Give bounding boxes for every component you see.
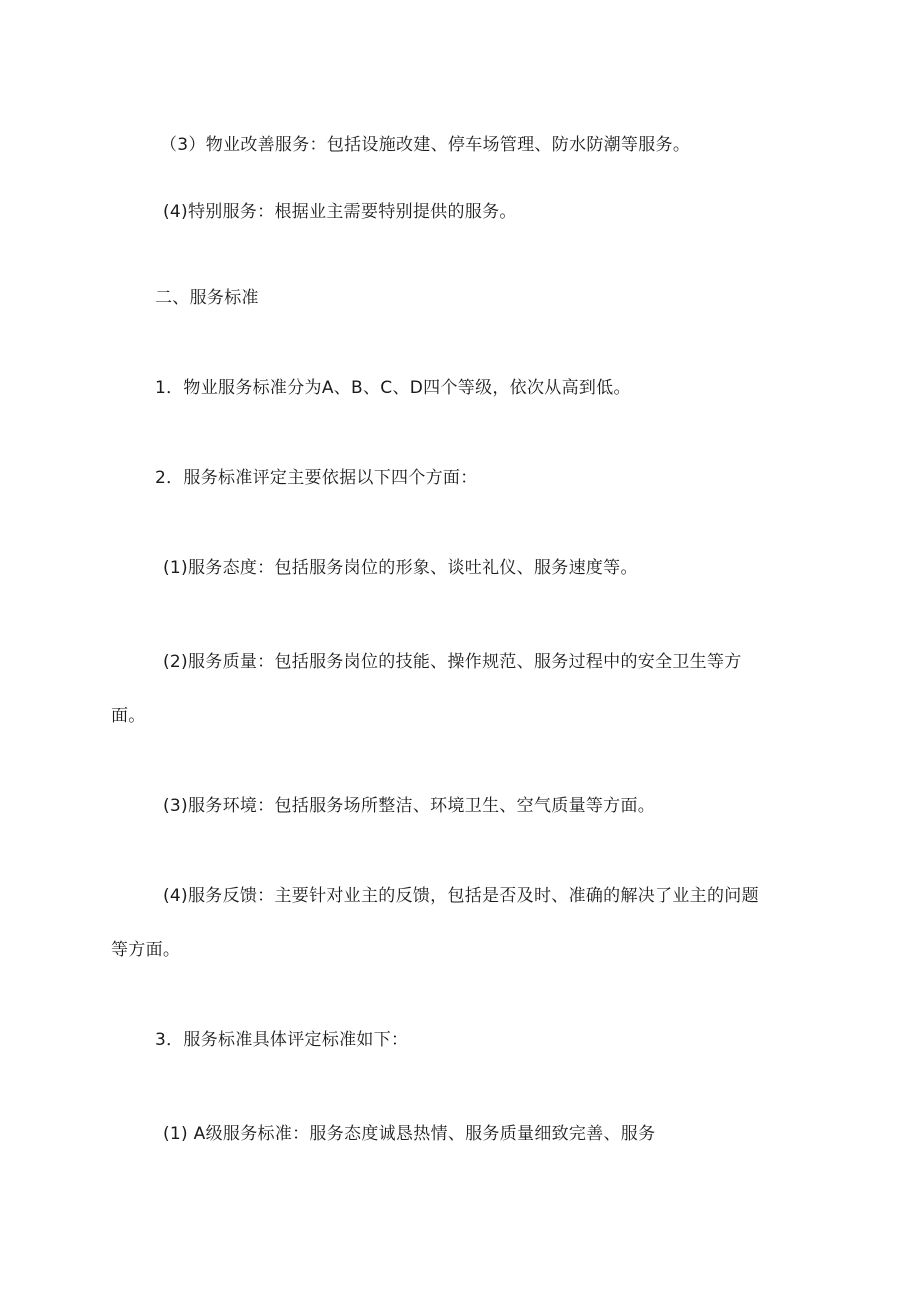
paragraph-service-feedback-line1: (4)服务反馈：主要针对业主的反馈，包括是否及时、准确的解决了业主的问题 [163, 886, 759, 906]
paragraph-service-attitude: (1)服务态度：包括服务岗位的形象、谈吐礼仪、服务速度等。 [163, 558, 638, 578]
paragraph-standard-levels: 1．物业服务标准分为A、B、C、D四个等级，依次从高到低。 [155, 378, 631, 398]
paragraph-level-a-standard: (1) A级服务标准：服务态度诚恳热情、服务质量细致完善、服务 [163, 1124, 656, 1144]
paragraph-specific-criteria: 3．服务标准具体评定标准如下： [155, 1030, 409, 1050]
paragraph-service-feedback-line2: 等方面。 [111, 940, 181, 960]
paragraph-evaluation-basis: 2．服务标准评定主要依据以下四个方面： [155, 468, 478, 488]
section-heading-service-standards: 二、服务标准 [155, 288, 259, 308]
paragraph-service-quality-line2: 面。 [111, 706, 146, 726]
paragraph-service-environment: (3)服务环境：包括服务场所整洁、环境卫生、空气质量等方面。 [163, 796, 656, 816]
paragraph-improvement-service: （3）物业改善服务：包括设施改建、停车场管理、防水防潮等服务。 [160, 135, 691, 155]
paragraph-special-service: (4)特别服务：根据业主需要特别提供的服务。 [163, 202, 517, 222]
paragraph-service-quality-line1: (2)服务质量：包括服务岗位的技能、操作规范、服务过程中的安全卫生等方 [163, 652, 742, 672]
